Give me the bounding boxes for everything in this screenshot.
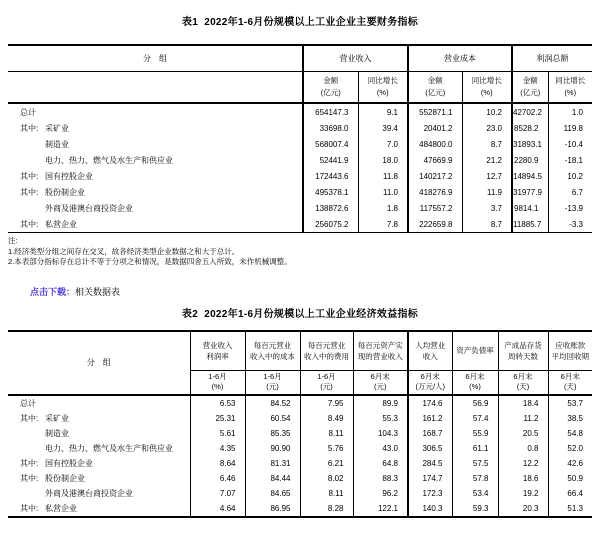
header-line: (亿元) [320,88,341,97]
data-cell: 7.8 [358,216,408,233]
col-cost-per-100-revenue [245,331,300,371]
row-label: 电力、热力、燃气及水生产和供应业 [45,443,173,453]
data-cell: 8.49 [300,411,353,426]
col-group-operating-revenue: 营业收入 [303,45,408,72]
header-line: 1-6月 [263,372,282,381]
header-line: 收入中的费用 [304,351,349,361]
header-line: 6月末 [420,372,440,381]
data-cell: 4.64 [190,501,245,517]
data-cell: 57.4 [452,411,498,426]
data-cell: 85.35 [245,426,300,441]
data-cell: 12.7 [462,168,512,184]
table2-header [8,331,592,395]
col-revenue-per-capita [408,331,452,371]
table1-financial-indicators [8,44,592,233]
row-label: 总计 [20,398,36,408]
data-cell: 23.0 [462,120,512,136]
table-row [8,501,592,517]
table2-header-name-row [8,331,592,371]
row-label: 制造业 [45,139,69,149]
header-line: 资产负债率 [456,346,494,355]
header-line: 每百元资产实 [357,340,403,350]
table-row [8,395,592,411]
header-line: 现的营业收入 [357,351,403,361]
row-label: 采矿业 [45,413,69,423]
header-line: 平均回收期 [551,351,589,361]
data-cell: 54.8 [548,426,592,441]
header-line: 营业收入 [202,340,233,350]
col-asset-liability-ratio [452,331,498,371]
data-cell: 64.8 [353,456,408,471]
row-label: 制造业 [45,428,69,438]
period-cell [300,370,353,395]
data-cell: 11.8 [358,168,408,184]
row-label-cell [8,501,190,517]
header-line: 1-6月 [317,372,336,381]
data-cell: 11.9 [462,184,512,200]
data-cell: 19.2 [498,486,548,501]
header-line: 金额 [522,76,538,85]
data-cell: 57.5 [452,456,498,471]
data-cell: 84.52 [245,395,300,411]
period-cell [408,370,452,395]
header-line: 应收账款 [555,340,586,350]
row-label-cell [8,441,190,456]
header-line: (%) [564,88,577,97]
data-cell: 174.6 [408,395,452,411]
header-line: 同比增长 [471,76,502,85]
data-cell: 138872.6 [303,200,358,216]
table-row [8,486,592,501]
col-revenue-per-100-assets [353,331,408,371]
table1-title: 表1 2022年1-6月份规模以上工业企业主要财务指标 [181,17,419,28]
data-cell: 84.44 [245,471,300,486]
header-line: 金额 [427,76,443,85]
header-line: 金额 [323,76,339,85]
data-cell: 90.90 [245,441,300,456]
header-line: 每百元营业 [307,340,346,350]
row-prefix: 其中: [20,171,39,181]
row-label: 国有控股企业 [45,458,93,468]
data-cell: 42.6 [548,456,592,471]
data-cell: 18.6 [498,471,548,486]
data-cell: -3.3 [548,216,592,233]
col-inventory-turnover-days [498,331,548,371]
data-cell: 50.9 [548,471,592,486]
data-cell: 222659.8 [408,216,462,233]
period-cell [353,370,408,395]
data-cell: 104.3 [353,426,408,441]
data-cell: 60.54 [245,411,300,426]
data-cell: 8.7 [462,216,512,233]
row-label-cell [8,471,190,486]
data-cell: 140.3 [408,501,452,517]
data-cell: 284.5 [408,456,452,471]
data-cell: 1.8 [358,200,408,216]
data-cell: 654147.3 [303,103,358,120]
data-cell: 6.21 [300,456,353,471]
row-label: 采矿业 [45,123,69,133]
table1-header-sub-row [8,72,592,104]
data-cell: 568007.4 [303,136,358,152]
data-cell: 0.8 [498,441,548,456]
data-cell: 256075.2 [303,216,358,233]
header-line: (亿元) [425,88,446,97]
data-cell: 14894.5 [512,168,548,184]
notes-label: 注: [8,236,18,245]
data-cell: 7.07 [190,486,245,501]
table1-header-group-row [8,45,592,72]
row-label: 国有控股企业 [45,171,93,181]
header-line: 每百元营业 [253,340,292,350]
data-cell: 8.02 [300,471,353,486]
header-line: (%) [376,88,389,97]
data-cell: 53.4 [452,486,498,501]
data-cell: 8528.2 [512,120,548,136]
row-label: 股份制企业 [45,473,85,483]
table1-header [8,45,592,103]
data-cell: 55.9 [452,426,498,441]
data-cell: 9814.1 [512,200,548,216]
row-label-cell [8,456,190,471]
header-line: 利润率 [206,351,229,361]
row-label-cell [8,168,303,184]
data-cell: 140217.2 [408,168,462,184]
data-cell: 20401.2 [408,120,462,136]
data-cell: 31977.9 [512,184,548,200]
table2-title: 表2 2022年1-6月份规模以上工业企业经济效益指标 [181,308,419,320]
header-line: 6月末 [370,372,390,381]
data-cell: 306.5 [408,441,452,456]
table1-body [8,103,592,233]
period-cell [190,370,245,395]
row-label-cell [8,216,303,233]
data-cell: 21.2 [462,152,512,168]
data-cell: 418276.9 [408,184,462,200]
data-cell: 8.64 [190,456,245,471]
data-cell: -18.1 [548,152,592,168]
data-cell: 5.76 [300,441,353,456]
data-cell: 8.7 [462,136,512,152]
table-row [8,120,592,136]
data-cell: 56.9 [452,395,498,411]
col-profit-margin [190,331,245,371]
data-cell: 33698.0 [303,120,358,136]
subheader-amount [408,72,462,104]
row-label-cell [8,486,190,501]
header-line: (万元/人) [415,382,446,391]
table-row [8,441,592,456]
data-cell: 168.7 [408,426,452,441]
table-row [8,200,592,216]
col-expense-per-100-revenue [300,331,353,371]
header-line: (%) [211,382,224,391]
data-cell: 20.5 [498,426,548,441]
data-cell: 61.1 [452,441,498,456]
col-group-total-profit: 利润总额 [512,45,592,72]
data-cell: 89.9 [353,395,408,411]
header-line: (天) [516,382,530,391]
header-line: 6月末 [513,372,533,381]
row-label: 外商及港澳台商投资企业 [45,488,133,498]
data-cell: 42702.2 [512,103,548,120]
period-cell [452,370,498,395]
col-receivables-collection-period [548,331,592,371]
data-cell: 10.2 [548,168,592,184]
row-label-cell [8,136,303,152]
group-column-header: 分 组 [8,45,303,72]
header-line: (%) [469,382,481,391]
row-prefix: 其中: [20,413,39,423]
data-cell: 174.7 [408,471,452,486]
note-2: 2.本表部分指标存在总计不等于分项之和情况，是数据四舍五入所致，未作机械调整。 [8,257,292,266]
table-row [8,411,592,426]
row-label: 电力、热力、燃气及水生产和供应业 [45,155,173,165]
header-line: 6月末 [560,372,580,381]
data-cell: 6.53 [190,395,245,411]
row-label-cell [8,395,190,411]
header-line: (亿元) [520,88,541,97]
data-cell: 38.5 [548,411,592,426]
data-cell: 11.2 [498,411,548,426]
row-label: 私营企业 [45,219,77,229]
data-cell: 47669.9 [408,152,462,168]
table-row [8,216,592,233]
table-row [8,426,592,441]
data-cell: 86.95 [245,501,300,517]
data-cell: 51.3 [548,501,592,517]
data-cell: 81.31 [245,456,300,471]
data-cell: 119.8 [548,120,592,136]
data-cell: 161.2 [408,411,452,426]
data-cell: 66.4 [548,486,592,501]
header-line: 同比增长 [367,76,398,85]
data-cell: 55.3 [353,411,408,426]
data-cell: 1.0 [548,103,592,120]
data-cell: 6.46 [190,471,245,486]
data-cell: 7.0 [358,136,408,152]
data-cell: 39.4 [358,120,408,136]
subheader-amount [512,72,548,104]
data-cell: 8.11 [300,486,353,501]
row-label: 总计 [20,107,36,117]
period-cell [245,370,300,395]
header-line: 同比增长 [555,76,586,85]
table-row [8,168,592,184]
header-line: (元) [320,382,333,391]
data-cell: -13.9 [548,200,592,216]
data-cell: 8.11 [300,426,353,441]
row-label-cell [8,200,303,216]
data-cell: 84.65 [245,486,300,501]
data-cell: 59.3 [452,501,498,517]
data-cell: -10.4 [548,136,592,152]
data-cell: 172.3 [408,486,452,501]
note-1: 1.经济类型分组之间存在交叉，故各经济类型企业数据之和大于总计。 [8,246,240,256]
data-cell: 88.3 [353,471,408,486]
data-cell: 9.1 [358,103,408,120]
row-label-cell [8,120,303,136]
subheader-yoy-growth [548,72,592,104]
header-line: (元) [266,382,279,391]
data-cell: 172443.6 [303,168,358,184]
data-cell: 10.2 [462,103,512,120]
download-link[interactable]: 点击下载： [30,286,76,297]
period-cell [498,370,548,395]
header-line: (%) [480,88,493,97]
data-cell: 18.4 [498,395,548,411]
data-cell: 3.7 [462,200,512,216]
header-line: 产成品存货 [504,340,542,350]
table-row [8,184,592,200]
header-line: 周转天数 [508,351,538,361]
row-prefix: 其中: [20,219,39,229]
row-label: 私营企业 [45,503,77,513]
row-label-cell [8,152,303,168]
data-cell: 7.95 [300,395,353,411]
data-cell: 31893.1 [512,136,548,152]
header-line: 1-6月 [208,372,227,381]
data-cell: 5.61 [190,426,245,441]
table-row [8,103,592,120]
data-cell: 122.1 [353,501,408,517]
row-prefix: 其中: [20,458,39,468]
header-line: (天) [564,382,577,391]
table2-body [8,395,592,517]
row-prefix: 其中: [20,473,39,483]
row-label: 股份制企业 [45,187,85,197]
row-label: 外商及港澳台商投资企业 [45,203,133,213]
row-prefix: 其中: [20,187,39,197]
header-line: 6月末 [465,372,485,381]
data-cell: 18.0 [358,152,408,168]
data-cell: 57.8 [452,471,498,486]
col-group-operating-cost: 营业成本 [408,45,512,72]
data-cell: 53.7 [548,395,592,411]
empty-header-cell [8,72,303,104]
subheader-yoy-growth [462,72,512,104]
data-cell: 20.3 [498,501,548,517]
data-cell: 43.0 [353,441,408,456]
row-label-cell [8,426,190,441]
data-cell: 11.0 [358,184,408,200]
subheader-yoy-growth [358,72,408,104]
download-line [30,285,600,298]
table-row [8,456,592,471]
data-cell: 96.2 [353,486,408,501]
header-line: 收入中的成本 [250,351,295,361]
row-label-cell [8,103,303,120]
header-line: 收入 [422,351,438,361]
data-cell: 52441.9 [303,152,358,168]
table-row [8,471,592,486]
table1-notes [8,236,600,268]
row-label-cell [8,184,303,200]
data-cell: 25.31 [190,411,245,426]
data-cell: 12.2 [498,456,548,471]
row-label-cell [8,411,190,426]
row-prefix: 其中: [20,503,39,513]
header-line: 人均营业 [415,340,446,350]
table-row [8,136,592,152]
data-cell: 11885.7 [512,216,548,233]
header-line: (元) [374,382,387,391]
data-cell: 552871.1 [408,103,462,120]
data-cell: 4.35 [190,441,245,456]
row-prefix: 其中: [20,123,39,133]
data-cell: 2280.9 [512,152,548,168]
period-cell [548,370,592,395]
table-row [8,152,592,168]
data-cell: 484800.0 [408,136,462,152]
subheader-amount [303,72,358,104]
data-cell: 52.0 [548,441,592,456]
data-cell: 495378.1 [303,184,358,200]
data-cell: 8.28 [300,501,353,517]
data-cell: 117557.2 [408,200,462,216]
group-column-header: 分 组 [8,331,190,395]
table2-economic-benefit-indicators [8,330,592,518]
download-link-suffix: 相关数据表 [75,286,121,297]
data-cell: 6.7 [548,184,592,200]
